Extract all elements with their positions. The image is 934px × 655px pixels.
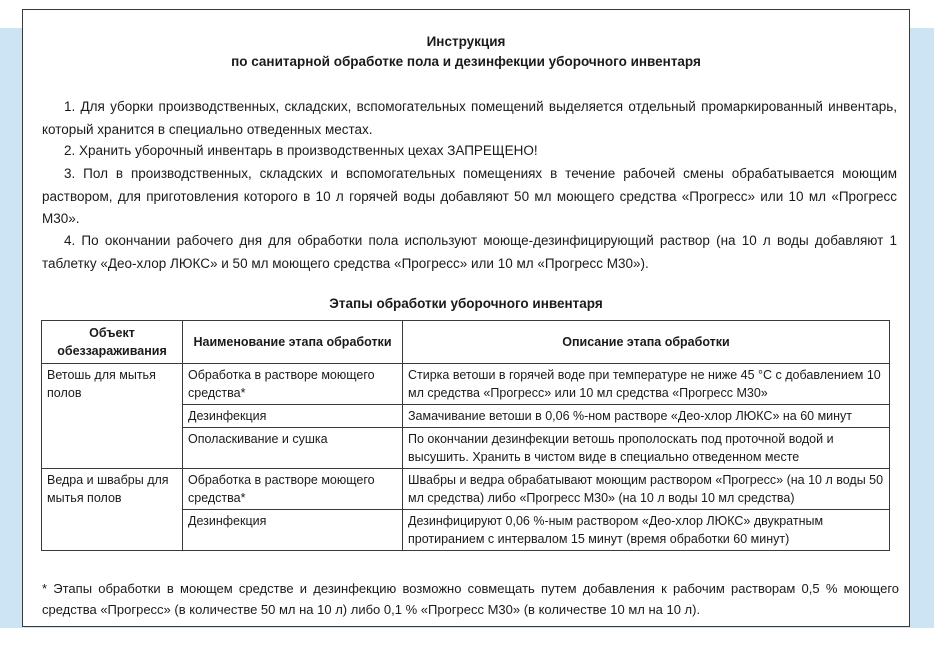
table-row — [42, 364, 890, 405]
paragraph-1: 1. Для уборки производственных, складских, вспомогательных помещений выделяется отдельный промаркированный инвентарь, который хранится в специально отведенных местах. — [42, 99, 897, 137]
stage-cell: Дезинфекция — [183, 510, 403, 551]
description-cell: Швабры и ведра обрабатывают моющим раствором «Прогресс» (на 10 л воды 50 мл средства) либо «Прогресс М30» (на 10 л воды 10 мл средства) — [403, 469, 890, 510]
stage-cell: Обработка в растворе моющего средства* — [183, 469, 403, 510]
description-cell: По окончании дезинфекции ветошь прополоскать под проточной водой и высушить. Хранить в чистом виде в специально отведенном месте — [403, 428, 890, 469]
paragraph-4: 4. По окончании рабочего дня для обработки пола используют моюще-дезинфицирующий раствор (на 10 л воды добавляют 1 таблетку «Део-хлор ЛЮКС» и 50 мл моющего средства «Прогресс» или 10 мл «Прогресс М30»). — [42, 233, 897, 271]
header-stage: Наименование этапа обработки — [183, 321, 403, 364]
description-cell: Стирка ветоши в горячей воде при температуре не ниже 45 °С с добавлением 10 мл средства «Прогресс» или 10 мл средства «Прогресс М30» — [403, 364, 890, 405]
table-header-row — [42, 321, 890, 364]
header-object: Объект обеззараживания — [42, 321, 183, 364]
object-cell: Ведра и швабры для мытья полов — [42, 469, 183, 551]
stage-cell: Дезинфекция — [183, 405, 403, 428]
processing-steps-table — [41, 320, 890, 551]
document-title — [23, 32, 909, 72]
instruction-document — [22, 9, 910, 627]
paragraph-3: 3. Пол в производственных, складских и вспомогательных помещениях в течение рабочей смены обрабатывается моющим раствором, для приготовления которого в 10 л горячей воды добавляют 50 мл моющего средства «Прогресс» или 10 мл «Прогресс М30». — [42, 166, 897, 226]
stage-cell: Ополаскивание и сушка — [183, 428, 403, 469]
table-row — [42, 469, 890, 510]
title-line-1: Инструкция — [426, 34, 506, 49]
stage-cell: Обработка в растворе моющего средства* — [183, 364, 403, 405]
description-cell: Замачивание ветоши в 0,06 %-ном растворе «Део-хлор ЛЮКС» на 60 минут — [403, 405, 890, 428]
title-line-2: по санитарной обработке пола и дезинфекции уборочного инвентаря — [231, 54, 701, 69]
object-cell: Ветошь для мытья полов — [42, 364, 183, 469]
header-description: Описание этапа обработки — [403, 321, 890, 364]
description-cell: Дезинфицируют 0,06 %-ным раствором «Део-хлор ЛЮКС» двукратным протиранием с интервалом 15 минут (время обработки 60 минут) — [403, 510, 890, 551]
table-title: Этапы обработки уборочного инвентаря — [329, 296, 603, 311]
footnote: * Этапы обработки в моющем средстве и дезинфекцию возможно совмещать путем добавления к рабочим растворам 0,5 % моющего средства «Прогресс» (в количестве 50 мл на 10 л) либо 0,1 % «Прогресс М30» (в количестве 10 мл на 10 л). — [42, 581, 899, 617]
paragraph-2: 2. Хранить уборочный инвентарь в производственных цехах ЗАПРЕЩЕНО! — [64, 143, 538, 158]
